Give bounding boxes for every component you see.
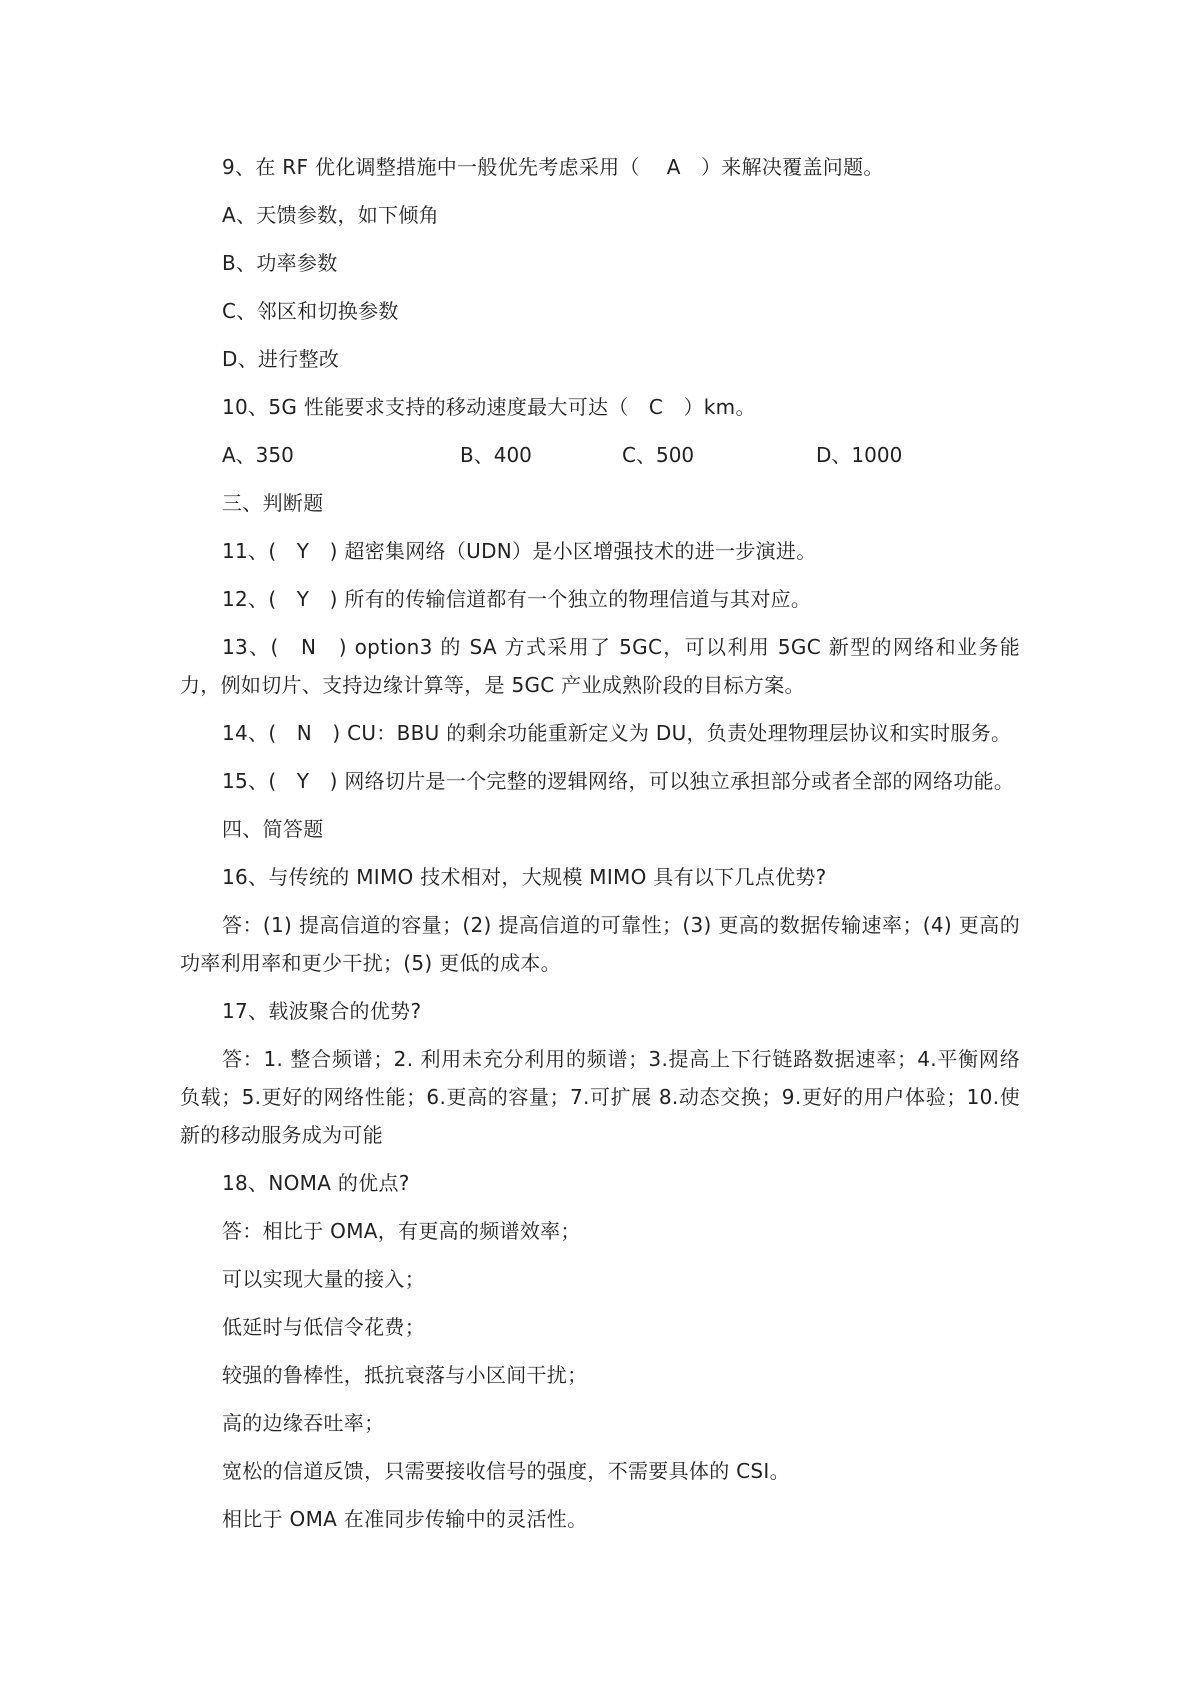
question-18-answer-6: 宽松的信道反馈，只需要接收信号的强度，不需要具体的 CSI。 [222,1459,790,1483]
question-18-stem: 18、NOMA 的优点? [222,1171,410,1195]
question-17-answer: 答：1. 整合频谱；2. 利用未充分利用的频谱；3.提高上下行链路数据速率；4.平衡网络负载；5.更好的网络性能；6.更高的容量；7.可扩展 8.动态交换；9.更好的用户体验；10.使新的移动服务成为可能 [180,1047,1020,1147]
question-10-option-a: A、350 [222,443,294,467]
question-17-stem: 17、载波聚合的优势? [222,999,422,1023]
question-10-option-c: C、500 [622,443,695,467]
question-14: 14、( N ) CU：BBU 的剩余功能重新定义为 DU，负责处理物理层协议和实时服务。 [222,721,1012,745]
question-12: 12、( Y ) 所有的传输信道都有一个独立的物理信道与其对应。 [222,587,812,611]
question-10-stem: 10、5G 性能要求支持的移动速度最大可达（ C ）km。 [222,395,756,419]
question-10-options [180,436,1020,474]
document-body [180,148,1020,1548]
question-13: 13、( N ) option3 的 SA 方式采用了 5GC，可以利用 5GC 新型的网络和业务能力，例如切片、支持边缘计算等，是 5GC 产业成熟阶段的目标方案。 [180,635,1020,697]
question-9-option-c: C、邻区和切换参数 [222,299,399,323]
question-18-answer-7: 相比于 OMA 在准同步传输中的灵活性。 [222,1507,588,1531]
question-18-answer-3: 低延时与低信令花费； [222,1315,425,1339]
question-18-answer-2: 可以实现大量的接入； [222,1267,425,1291]
question-18-answer-1: 答：相比于 OMA，有更高的频谱效率； [222,1219,581,1243]
question-9-option-d: D、进行整改 [222,347,340,371]
question-16-answer: 答：(1) 提高信道的容量；(2) 提高信道的可靠性；(3) 更高的数据传输速率；(4) 更高的功率利用率和更少干扰；(5) 更低的成本。 [180,913,1020,975]
question-9-option-b: B、功率参数 [222,251,338,275]
question-10-option-b: B、400 [460,443,532,467]
question-9-stem: 9、在 RF 优化调整措施中一般优先考虑采用（ A ）来解决覆盖问题。 [222,155,884,179]
question-18-answer-4: 较强的鲁棒性，抵抗衰落与小区间干扰； [222,1363,588,1387]
section-title-short-answer: 四、简答题 [222,817,324,841]
question-15: 15、( Y ) 网络切片是一个完整的逻辑网络，可以独立承担部分或者全部的网络功能。 [222,769,1015,793]
question-16-stem: 16、与传统的 MIMO 技术相对，大规模 MIMO 具有以下几点优势? [222,865,827,889]
question-18-answer-5: 高的边缘吞吐率； [222,1411,385,1435]
question-10-option-d: D、1000 [816,443,903,467]
section-title-true-false: 三、判断题 [222,491,324,515]
question-9-option-a: A、天馈参数，如下倾角 [222,203,439,227]
question-11: 11、( Y ) 超密集网络（UDN）是小区增强技术的进一步演进。 [222,539,817,563]
